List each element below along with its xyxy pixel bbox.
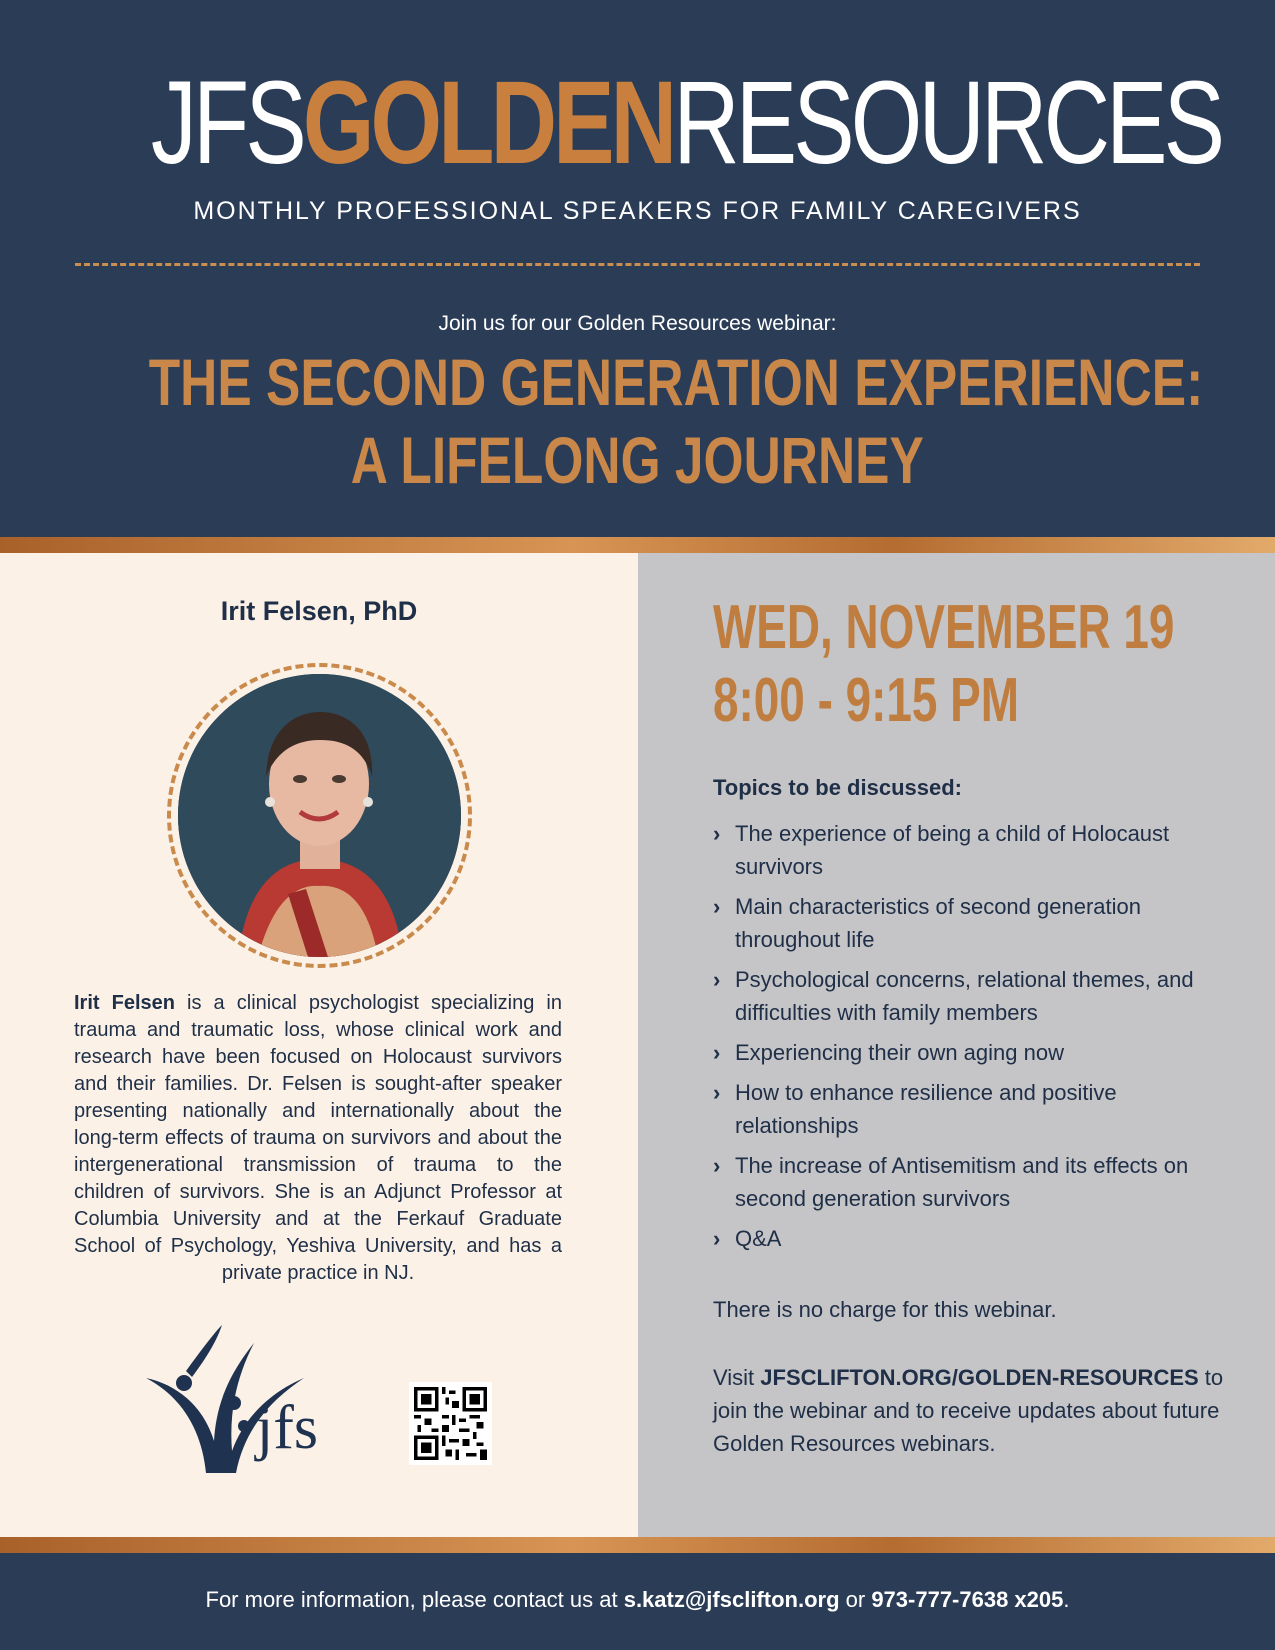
chevron-right-icon: › <box>713 967 721 992</box>
header-banner <box>0 0 1275 537</box>
list-item: › Psychological concerns, relational themes, and difficulties with family members <box>713 963 1213 1029</box>
topics-list <box>713 817 1213 1262</box>
event-panel <box>638 553 1275 1537</box>
gold-band-bottom <box>0 1537 1275 1553</box>
list-item: › The experience of being a child of Holocaust survivors <box>713 817 1213 883</box>
list-item: › Main characteristics of second generation throughout life <box>713 890 1213 956</box>
webinar-title-line2: A LIFELONG JOURNEY <box>350 423 924 497</box>
qr-code-icon <box>414 1387 487 1460</box>
intro-text: Join us for our Golden Resources webinar: <box>438 312 837 335</box>
brand-title <box>0 58 1275 188</box>
tagline: MONTHLY PROFESSIONAL SPEAKERS FOR FAMILY CAREGIVERS <box>193 197 1082 225</box>
gold-band-top <box>0 537 1275 553</box>
speaker-portrait-icon <box>178 674 461 957</box>
bio-name: Irit Felsen <box>74 992 175 1014</box>
chevron-right-icon: › <box>713 1226 721 1251</box>
list-item: › The increase of Antisemitism and its effects on second generation survivors <box>713 1149 1213 1215</box>
qr-code[interactable] <box>409 1382 492 1465</box>
event-date: WED, NOVEMBER 19 <box>713 593 1175 662</box>
brand-jfs: JFS <box>150 57 303 189</box>
visit-link[interactable]: JFSCLIFTON.ORG/GOLDEN-RESOURCES <box>760 1365 1199 1390</box>
bio-text: is a clinical psychologist specializing in trauma and traumatic loss, whose clinical work and research have been focused on Holocaust survivors and their families. Dr. Felsen is sought-after speaker presenting nationally and internationally about the long-term effects of trauma on survivors and about the intergenerational transmission of trauma to the children of survivors. She is an Adjunct Professor at Columbia University and at the Ferkauf Graduate School of Psychology, Yeshiva University, and has a private practice in NJ. <box>74 992 562 1284</box>
event-date-time <box>713 591 1275 737</box>
webinar-title-line1: THE SECOND GENERATION EXPERIENCE: <box>148 345 1204 419</box>
svg-text:jfs: jfs <box>256 1394 318 1462</box>
webinar-title <box>0 343 1275 499</box>
chevron-right-icon: › <box>713 894 721 919</box>
list-item: › Q&A <box>713 1222 1213 1255</box>
footer <box>0 1553 1275 1650</box>
chevron-right-icon: › <box>713 1153 721 1178</box>
contact-phone[interactable]: 973-777-7638 x205 <box>871 1587 1064 1612</box>
dashed-divider <box>75 263 1200 266</box>
speaker-bio <box>74 990 562 1287</box>
brand-resources: RESOURCES <box>673 57 1222 189</box>
list-item: › How to enhance resilience and positive relationships <box>713 1076 1213 1142</box>
brand-golden: GOLDEN <box>302 57 674 189</box>
list-item: › Experiencing their own aging now <box>713 1036 1213 1069</box>
topics-heading: Topics to be discussed: <box>713 775 962 800</box>
event-time: 8:00 - 9:15 PM <box>713 666 1020 735</box>
jfs-logo <box>144 1323 369 1478</box>
speaker-name: Irit Felsen, PhD <box>220 596 418 626</box>
contact-email-link[interactable]: s.katz@jfsclifton.org <box>623 1587 840 1612</box>
speaker-photo <box>178 674 461 957</box>
chevron-right-icon: › <box>713 1040 721 1065</box>
no-charge-note: There is no charge for this webinar. <box>713 1297 1057 1322</box>
speaker-panel <box>0 553 638 1537</box>
footer-contact: For more information, please contact us at s.katz@jfsclifton.org or 973-777-7638 x205. <box>205 1587 1070 1612</box>
visit-text: Visit JFSCLIFTON.ORG/GOLDEN-RESOURCES to join the webinar and to receive updates about future Golden Resources webinars. <box>713 1365 1224 1456</box>
chevron-right-icon: › <box>713 821 721 846</box>
chevron-right-icon: › <box>713 1080 721 1105</box>
